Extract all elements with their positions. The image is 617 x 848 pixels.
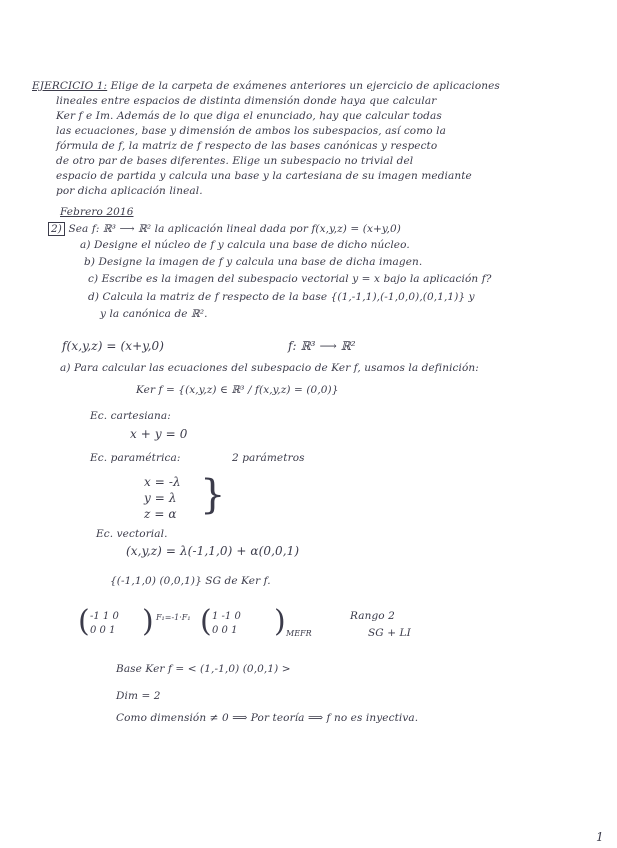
sg-line: {(-1,1,0) (0,0,1)} SG de Ker f. <box>110 575 271 587</box>
solution-formula: f(x,y,z) = (x+y,0) <box>62 339 165 353</box>
problem-date: Febrero 2016 <box>60 206 134 218</box>
matrix2-label: MEFR <box>286 629 312 638</box>
matrix2-row-1: 1 -1 0 <box>212 611 241 622</box>
problem-statement-line <box>48 223 401 236</box>
matrix1-row-1: -1 1 0 <box>90 611 119 622</box>
exercise-heading: EJERCICIO 1: <box>32 80 108 92</box>
intro-line-1: Elige de la carpeta de exámenes anteriores un ejercicio de aplicaciones <box>110 80 500 92</box>
param-eq-z: z = α <box>144 507 177 521</box>
parametric-label: Ec. paramétrica: <box>90 452 181 464</box>
matrix2-row-2: 0 0 1 <box>212 625 238 636</box>
matrix1-right-paren: ) <box>142 604 154 639</box>
row-reduction <box>78 605 378 645</box>
problem-part-d-continuation: y la canónica de ℝ². <box>100 308 208 320</box>
intro-line-4: las ecuaciones, base y dimensión de ambos los subespacios, así como la <box>56 125 446 137</box>
cartesian-equation: x + y = 0 <box>130 427 188 441</box>
base-ker: Base Ker f = < (1,-1,0) (0,0,1) > <box>116 663 291 675</box>
parametric-count: 2 parámetros <box>232 452 305 464</box>
param-brace: } <box>200 472 226 518</box>
matrix2-left-paren: ( <box>200 604 212 639</box>
dimension: Dim = 2 <box>116 690 161 702</box>
intro-line-5: fórmula de f, la matriz de f respecto de las bases canónicas y respecto <box>56 140 438 152</box>
param-eq-y: y = λ <box>144 491 177 505</box>
problem-part-d: d) Calcula la matriz de f respecto de la base {(1,-1,1),(-1,0,0),(0,1,1)} y <box>88 291 475 303</box>
page-number: 1 <box>596 830 604 844</box>
problem-number: 2) <box>48 222 65 236</box>
ker-definition: Ker f = {(x,y,z) ∈ ℝ³ / f(x,y,z) = (0,0)} <box>136 384 339 396</box>
sg-li-label: SG + LI <box>368 627 411 639</box>
vector-label: Ec. vectorial. <box>96 528 168 540</box>
cartesian-label: Ec. cartesiana: <box>90 410 171 422</box>
matrix2-right-paren: ) <box>274 604 286 639</box>
intro-line-6: de otro par de bases diferentes. Elige un subespacio no trivial del <box>56 155 414 167</box>
vector-equation: (x,y,z) = λ(-1,1,0) + α(0,0,1) <box>126 544 300 558</box>
problem-statement: Sea f: ℝ³ ⟶ ℝ² la aplicación lineal dada por f(x,y,z) = (x+y,0) <box>68 223 401 235</box>
intro-line-3: Ker f e Im. Además de lo que diga el enunciado, hay que calcular todas <box>56 110 442 122</box>
problem-part-c: c) Escribe es la imagen del subespacio vectorial y = x bajo la aplicación f? <box>88 273 492 285</box>
intro-line-7: espacio de partida y calcula una base y la cartesiana de su imagen mediante <box>56 170 472 182</box>
row-operation: F₁=-1·F₁ <box>156 613 191 622</box>
matrix1-row-2: 0 0 1 <box>90 625 116 636</box>
intro-line-2: lineales entre espacios de distinta dimensión donde haya que calcular <box>56 95 437 107</box>
problem-part-a: a) Designe el núcleo de f y calcula una base de dicho núcleo. <box>80 239 410 251</box>
param-eq-x: x = -λ <box>144 475 181 489</box>
intro-line-8: por dicha aplicación lineal. <box>56 185 203 197</box>
solution-a-intro: a) Para calcular las ecuaciones del subespacio de Ker f, usamos la definición: <box>60 362 479 374</box>
problem-part-b: b) Designe la imagen de f y calcula una base de dicha imagen. <box>84 256 423 268</box>
rank-label: Rango 2 <box>350 610 395 622</box>
conclusion: Como dimensión ≠ 0 ⟹ Por teoría ⟹ f no es inyectiva. <box>116 712 419 724</box>
solution-mapping: f: ℝ³ ⟶ ℝ² <box>288 339 356 353</box>
exercise-heading-line <box>32 80 500 93</box>
matrix1-left-paren: ( <box>78 604 90 639</box>
